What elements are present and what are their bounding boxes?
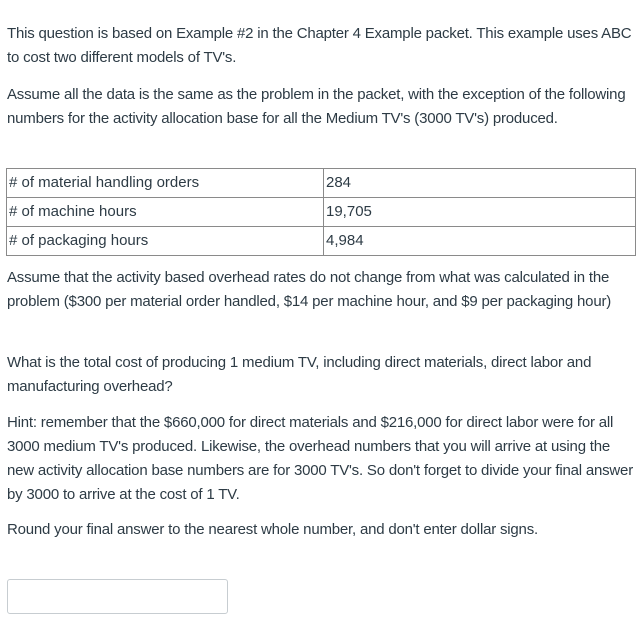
answer-input[interactable] xyxy=(7,579,228,614)
hint-paragraph: Hint: remember that the $660,000 for direct materials and $216,000 for direct labor were for all 3000 medium TV's produced. Likewise, the overhead numbers that you will arrive at using the new activity allocation base numbers are for 3000 TV's. So don't forget to divide your final answer by 3000 to arrive at the cost of 1 TV. xyxy=(7,414,633,503)
table-cell-label: # of packaging hours xyxy=(7,227,324,256)
instruction-paragraph: Round your final answer to the nearest whole number, and don't enter dollar signs. xyxy=(7,521,538,538)
table-cell-label: # of material handling orders xyxy=(7,169,324,198)
table-row xyxy=(7,198,636,227)
table-cell-label: # of machine hours xyxy=(7,198,324,227)
table-row xyxy=(7,169,636,198)
table-row xyxy=(7,227,636,256)
table-cell-value: 4,984 xyxy=(324,227,636,256)
activity-base-table xyxy=(6,168,636,256)
table-cell-value: 19,705 xyxy=(324,198,636,227)
table-cell-value: 284 xyxy=(324,169,636,198)
intro-paragraph: This question is based on Example #2 in the Chapter 4 Example packet. This example uses ABC to cost two different models of TV's. xyxy=(7,25,632,66)
question-prompt: What is the total cost of producing 1 medium TV, including direct materials, direct labor and manufacturing overhead? xyxy=(7,354,592,395)
rates-paragraph: Assume that the activity based overhead rates do not change from what was calculated in the problem ($300 per material order handled, $14 per machine hour, and $9 per packaging hour) xyxy=(7,269,612,310)
assumption-paragraph: Assume all the data is the same as the problem in the packet, with the exception of the following numbers for the activity allocation base for all the Medium TV's (3000 TV's) produced. xyxy=(7,86,626,127)
